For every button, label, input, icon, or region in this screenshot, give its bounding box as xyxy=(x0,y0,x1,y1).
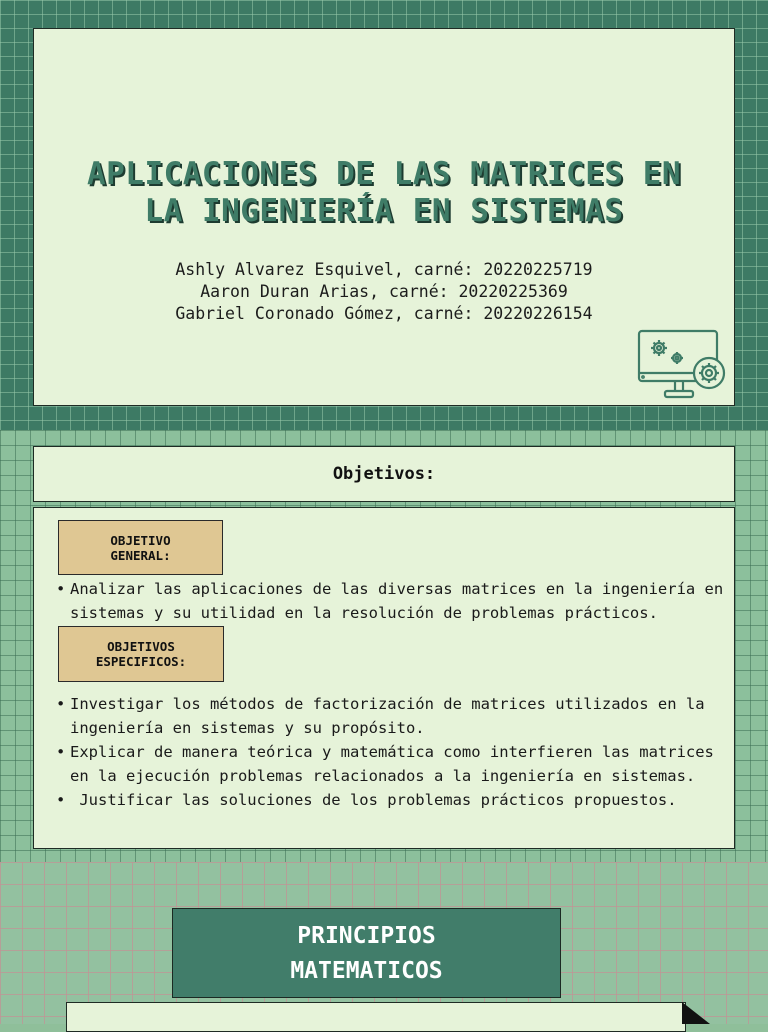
specific-objective-item: • Investigar los métodos de factorización de matrices utilizados en la ingeniería en sistemas y su propósito. xyxy=(56,692,726,740)
presentation-title xyxy=(34,156,734,230)
specific-objectives-list xyxy=(56,692,726,812)
corner-shadow-shape xyxy=(680,1002,710,1024)
principles-line-1: PRINCIPIOS xyxy=(297,923,436,949)
specific-objective-item: • Explicar de manera teórica y matemática como interfieren las matrices en la ejecución problemas relacionados a la ingeniería en sistemas. xyxy=(56,740,726,788)
title-slide xyxy=(33,28,735,406)
general-objectives-list xyxy=(56,577,726,625)
author-2: Aaron Duran Arias, carné: 20220225369 xyxy=(200,282,568,301)
computer-gears-icon xyxy=(637,329,729,401)
objectives-header-card xyxy=(33,446,735,502)
general-objective-tag xyxy=(58,520,223,575)
specific-tag-line-2: ESPECIFICOS: xyxy=(95,654,187,669)
title-line-2: LA INGENIERÍA EN SISTEMAS xyxy=(144,193,624,229)
author-3: Gabriel Coronado Gómez, carné: 20220226154 xyxy=(175,304,593,323)
title-line-1: APLICACIONES DE LAS MATRICES EN xyxy=(86,156,682,192)
general-tag-line-2: GENERAL: xyxy=(110,547,171,563)
specific-tag-line-1: OBJETIVOS xyxy=(107,639,175,654)
next-slide-card xyxy=(66,1002,686,1032)
specific-objective-item: • Justificar las soluciones de los problemas prácticos propuestos. xyxy=(56,788,726,812)
principles-title-box xyxy=(172,908,561,998)
authors-list xyxy=(34,259,734,325)
author-1: Ashly Alvarez Esquivel, carné: 20220225719 xyxy=(175,260,593,279)
principles-line-2: MATEMATICOS xyxy=(290,958,443,984)
objectives-body-card xyxy=(33,507,735,849)
general-tag-line-1: OBJETIVO xyxy=(110,532,171,548)
objectives-heading: Objetivos: xyxy=(332,464,436,484)
general-objective-item: • Analizar las aplicaciones de las diversas matrices en la ingeniería en sistemas y su utilidad en la resolución de problemas prácticos. xyxy=(56,577,726,625)
specific-objectives-tag xyxy=(58,626,224,682)
